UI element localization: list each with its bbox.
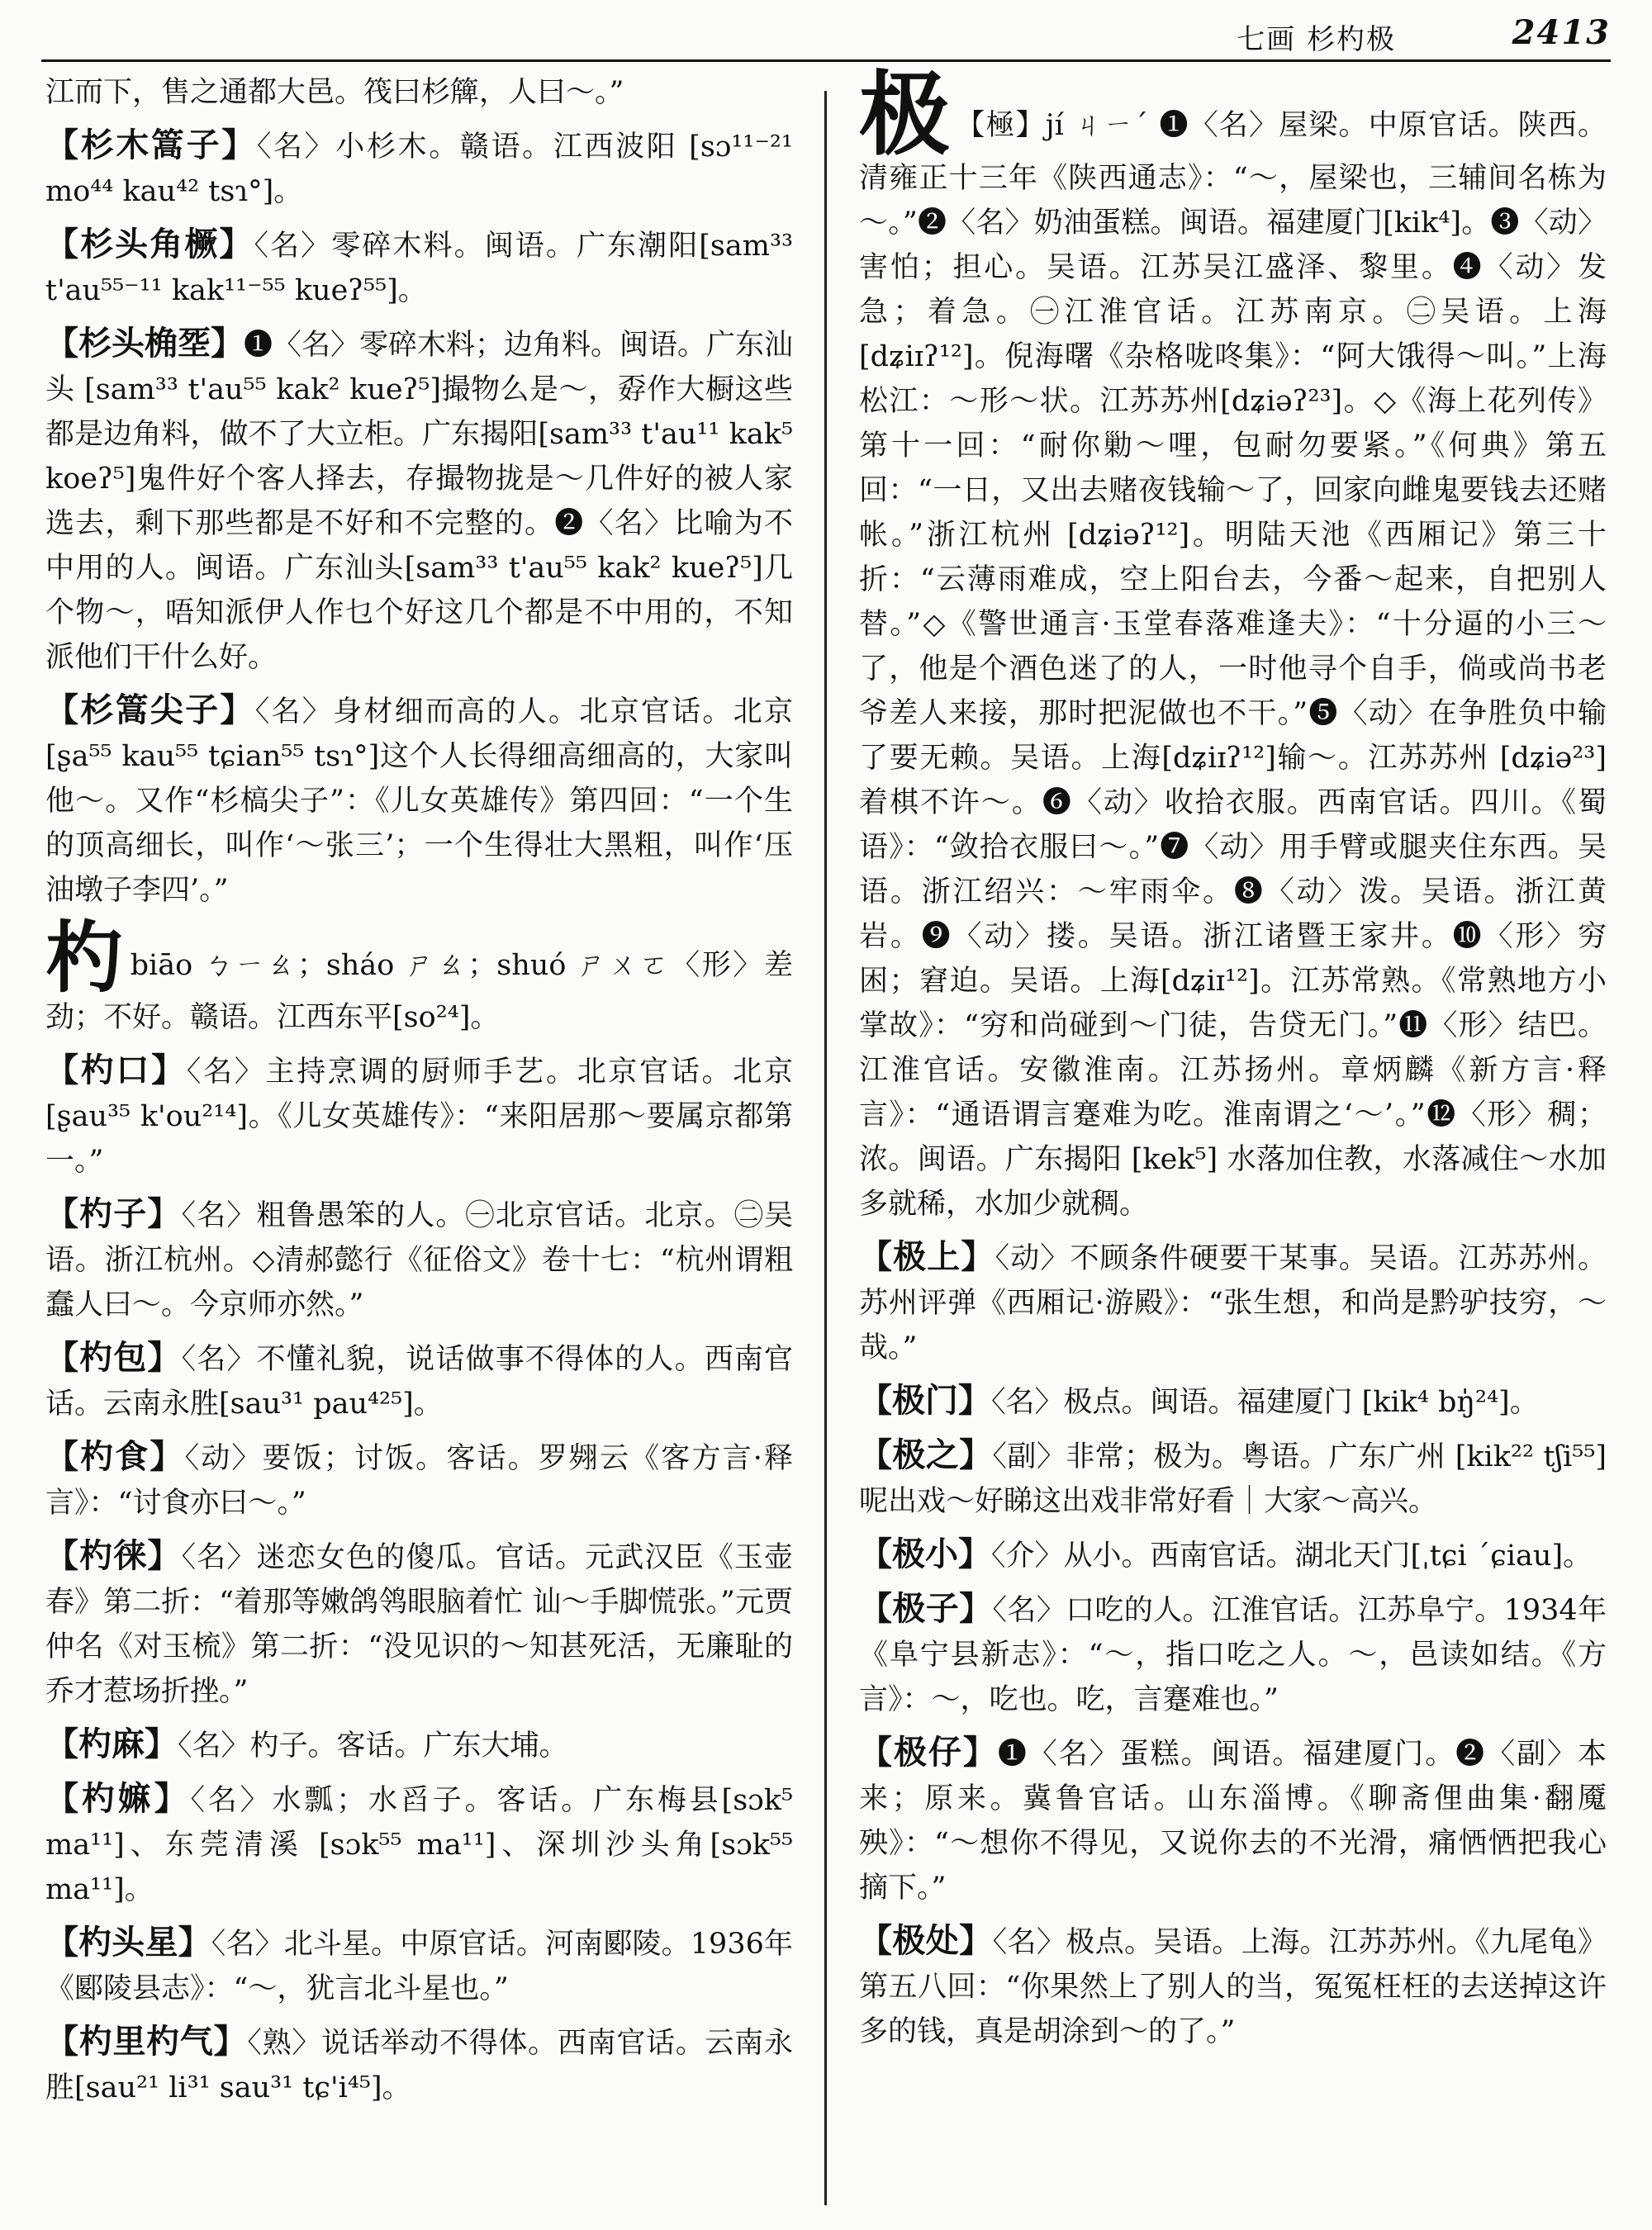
dictionary-entry — [45, 1435, 793, 1525]
page-number: 2413 — [1512, 13, 1611, 52]
right-column — [859, 61, 1607, 2062]
dictionary-entry — [45, 688, 793, 913]
entry-body: 〈名〉水瓢；水舀子。客话。广东梅县[sɔk⁵ ma¹¹]、东莞清溪 [sɔk⁵⁵ ma¹¹]、深圳沙头角[sɔk⁵⁵ ma¹¹]。 — [45, 1784, 793, 1906]
entry-body: 〈名〉身材细而高的人。北京官话。北京 [ʂa⁵⁵ kau⁵⁵ tɕian⁵⁵ tsɿ°]这个人长得细高细高的，大家叫他～。又作“杉槁尖子”：《儿女英雄传》第四回：“一个生的顶高细长，叫作‘～张三’；一个生得壮大黑粗，叫作‘压油墩子李四’。” — [45, 695, 793, 907]
entry-headword: 【杓麻】 — [45, 1725, 178, 1763]
entry-body: 〈动〉不顾条件硬要干某事。吴语。江苏苏州。苏州评弹《西厢记·游殿》：“张生想，和尚是黔驴技穷，～哉。” — [859, 1242, 1607, 1364]
entry-body: 〈名〉极点。吴语。上海。江苏苏州。《九尾龟》第五八回：“你果然上了别人的当，冤冤枉枉的去送掉这许多的钱，真是胡涂到～的了。” — [859, 1926, 1607, 2048]
entry-headword: 【杓包】 — [45, 1338, 182, 1377]
entry-body: 〈名〉小杉木。赣语。江西波阳 [sɔ¹¹⁻²¹ mo⁴⁴ kau⁴² tsɿ°]。 — [45, 130, 793, 208]
dictionary-entry — [859, 1587, 1607, 1722]
entry-body: 〈名〉不懂礼貌，说话做事不得体的人。西南官话。云南永胜[sau³¹ pau⁴²⁵]。 — [45, 1343, 793, 1421]
dictionary-entry — [45, 1336, 793, 1426]
dictionary-entry — [859, 1235, 1607, 1370]
entry-body: 〈名〉零碎木料。闽语。广东潮阳[sam³³ t'au⁵⁵⁻¹¹ kak¹¹⁻⁵⁵ kueʔ⁵⁵]。 — [45, 230, 794, 307]
dictionary-entry — [859, 1378, 1607, 1425]
character-entry — [45, 913, 793, 1040]
entry-body: 〈熟〉说话举动不得体。西南官话。云南永胜[sau²¹ li³¹ sau³¹ tɕ'i⁴⁵]。 — [45, 2027, 793, 2104]
page-header — [0, 0, 1652, 64]
entry-body: 〈名〉口吃的人。江淮官话。江苏阜宁。1934年《阜宁县新志》：“～，指口吃之人。～，邑读如结。《方言》：～，吃也。吃，言蹇难也。” — [859, 1594, 1607, 1716]
entry-body: 〈副〉非常；极为。粤语。广东广州 [kik²² tʃi⁵⁵] 呢出戏～好睇这出戏非常好看｜大家～高兴。 — [859, 1440, 1607, 1518]
entry-body: ❶〈名〉零碎木料；边角料。闽语。广东汕头 [sam³³ t'au⁵⁵ kak² kueʔ⁵]撮物么是～，孬作大橱这些都是边角料，做不了大立柜。广东揭阳[sam³³ t'au¹¹ kak⁵ koeʔ⁵]鬼件好个客人择去，存撮物拢是～几件好的被人家选去，剩下那些都是不好和不完整的。❷〈名〉比喻为不中用的人。闽语。广东汕头[sam³³ t'au⁵⁵ kak² kueʔ⁵]几个物～，唔知派伊人作乜个好这几个都是不中用的，不知派他们干什么好。 — [45, 329, 794, 674]
entry-body: 〈名〉迷恋女色的傻瓜。官话。元武汉臣《玉壶春》第二折：“着那等嫩鸽鸰眼脑着忙 讪～手脚慌张。”元贾仲名《对玉梳》第二折：“没见识的～知甚死活，无廉耻的乔才惹场折挫。” — [45, 1541, 793, 1708]
entry-headword: 【极之】 — [859, 1435, 993, 1474]
entry-headword: 【杉篙尖子】 — [45, 690, 255, 729]
section-title: 七画 杉杓极 — [1237, 23, 1396, 56]
dictionary-entry — [45, 123, 793, 214]
dictionary-entry — [859, 1919, 1607, 2054]
dictionary-entry — [45, 2019, 793, 2110]
entry-headword: 【极小】 — [859, 1535, 991, 1573]
character-body: biāo ㄅㄧㄠ；sháo ㄕㄠ；shuó ㄕㄨㄛ〈形〉差劲；不好。赣语。江西东平[so²⁴]。 — [45, 949, 793, 1034]
entry-headword: 【极上】 — [859, 1237, 995, 1276]
entry-body: 〈名〉极点。闽语。福建厦门 [kik⁴ bŋ̍²⁴]。 — [991, 1386, 1539, 1419]
left-column — [45, 70, 793, 2118]
entry-body: 〈名〉粗鲁愚笨的人。㊀北京官话。北京。㊁吴语。浙江杭州。◇清郝懿行《征俗文》卷十七：“杭州谓粗蠢人曰～。今京师亦然。” — [45, 1199, 793, 1321]
entry-headword: 【极子】 — [859, 1589, 993, 1628]
dictionary-entry — [45, 321, 793, 680]
entry-body: 〈名〉杓子。客话。广东大埔。 — [178, 1729, 568, 1763]
dictionary-entry — [859, 1433, 1607, 1524]
dictionary-entry — [45, 222, 793, 313]
entry-body: 〈动〉要饭；讨饭。客话。罗翙云《客方言·释言》：“讨食亦曰～。” — [45, 1442, 793, 1520]
entry-headword: 【杓徕】 — [45, 1536, 182, 1575]
character-body: 【極】jí ㄐㄧˊ ❶〈名〉屋梁。中原官话。陕西。清雍正十三年《陕西通志》：“～，屋梁也，三辅间名栋为～。”❷〈名〉奶油蛋糕。闽语。福建厦门[kik⁴]。❸〈动〉害怕；担心。吴语。江苏吴江盛泽、黎里。❹〈动〉发急；着急。㊀江淮官话。江苏南京。㊁吴语。上海[dʑiɪʔ¹²]。倪海曙《杂格咙咚集》：“阿大饿得～叫。”上海松江：～形～状。江苏苏州[dʑiəʔ²³]。◇《海上花列传》第十一回：“耐你勦～哩，包耐勿要紧。”《何典》第五回：“一日，又出去赌夜钱输～了，回家向雌鬼要钱去还赌帐。”浙江杭州 [dʑiəʔ¹²]。明陆天池《西厢记》第三十折：“云薄雨难成，空上阳台去，今番～起来，自把别人替。”◇《警世通言·玉堂春落难逢夫》：“十分逼的小三～了，他是个酒色迷了的人，一时他寻个自手，倘或尚书老爷差人来接，那时把泥做也不干。”❺〈动〉在争胜负中输了要无赖。吴语。上海[dʑiɪʔ¹²]输～。江苏苏州 [dʑiə²³] 着棋不许～。❻〈动〉收拾衣服。西南官话。四川。《蜀语》：“敛拾衣服曰～。”❼〈动〉用手臂或腿夹住东西。吴语。浙江绍兴：～牢雨伞。❽〈动〉泼。吴语。浙江黄岩。❾〈动〉搂。吴语。浙江诸暨王家井。❿〈形〉穷困；窘迫。吴语。上海[dʑiɪ¹²]。江苏常熟。《常熟地方小掌故》：“穷和尚碰到～门徒，告贷无门。”⓫〈形〉结巴。江淮官话。安徽淮南。江苏扬州。章炳麟《新方言·释言》：“通语谓言蹇难为吃。淮南谓之‘～’。”⓬〈形〉稠；浓。闽语。广东揭阳 [kek⁵] 水落加住教，水落减住～水加多就稀，水加少就稠。 — [859, 109, 1607, 1221]
entry-body: 〈名〉主持烹调的厨师手艺。北京官话。北京 [ʂau³⁵ k'ou²¹⁴]。《儿女英雄传》：“来阳居那～要属京都第一。” — [45, 1056, 793, 1178]
entry-headword: 【杓头星】 — [45, 1923, 211, 1962]
entry-headword: 【杓口】 — [45, 1051, 187, 1089]
dictionary-entry — [45, 1192, 793, 1327]
entry-headword: 【杓子】 — [45, 1194, 182, 1233]
column-divider — [824, 91, 827, 2205]
character-headword: 极 — [859, 61, 952, 168]
dictionary-entry — [45, 1722, 793, 1768]
dictionary-entry — [45, 1777, 793, 1912]
entry-headword: 【极仔】 — [859, 1733, 998, 1772]
entry-headword: 【杉木篙子】 — [45, 126, 257, 164]
dictionary-entry — [45, 1920, 793, 2011]
dictionary-entry — [45, 1534, 793, 1714]
continuation-text: 江而下，售之通都大邑。筏曰杉簰，人曰～。” — [45, 76, 624, 109]
entry-headword: 【极处】 — [859, 1921, 993, 1960]
entry-body: ❶〈名〉蛋糕。闽语。福建厦门。❷〈副〉本来；原来。冀鲁官话。山东淄博。《聊斋俚曲集·翻魇殃》：“～想你不得见，又说你去的不光滑，痛恓恓把我心摘下。” — [859, 1738, 1607, 1905]
entry-headword: 【杉头角橛】 — [45, 225, 254, 263]
dictionary-entry — [45, 1048, 793, 1184]
dictionary-entry — [859, 1532, 1607, 1578]
character-headword: 杓 — [45, 913, 126, 1004]
entry-body: 〈名〉北斗星。中原官话。河南郾陵。1936年《郾陵县志》：“～，犹言北斗星也。” — [45, 1928, 794, 2005]
entry-headword: 【杓嫲】 — [45, 1779, 191, 1818]
entry-headword: 【杓食】 — [45, 1437, 185, 1476]
entry-headword: 【杓里杓气】 — [45, 2022, 248, 2061]
dictionary-entry — [859, 1730, 1607, 1910]
character-entry — [859, 61, 1607, 1226]
entry-body: 〈介〉从小。西南官话。湖北天门[ˌtɕi ˊɕiau]。 — [991, 1540, 1593, 1573]
header-rule — [41, 59, 1611, 62]
entry-headword: 【杉头桷㘸】 — [45, 324, 244, 363]
entry-headword: 【极门】 — [859, 1381, 991, 1420]
